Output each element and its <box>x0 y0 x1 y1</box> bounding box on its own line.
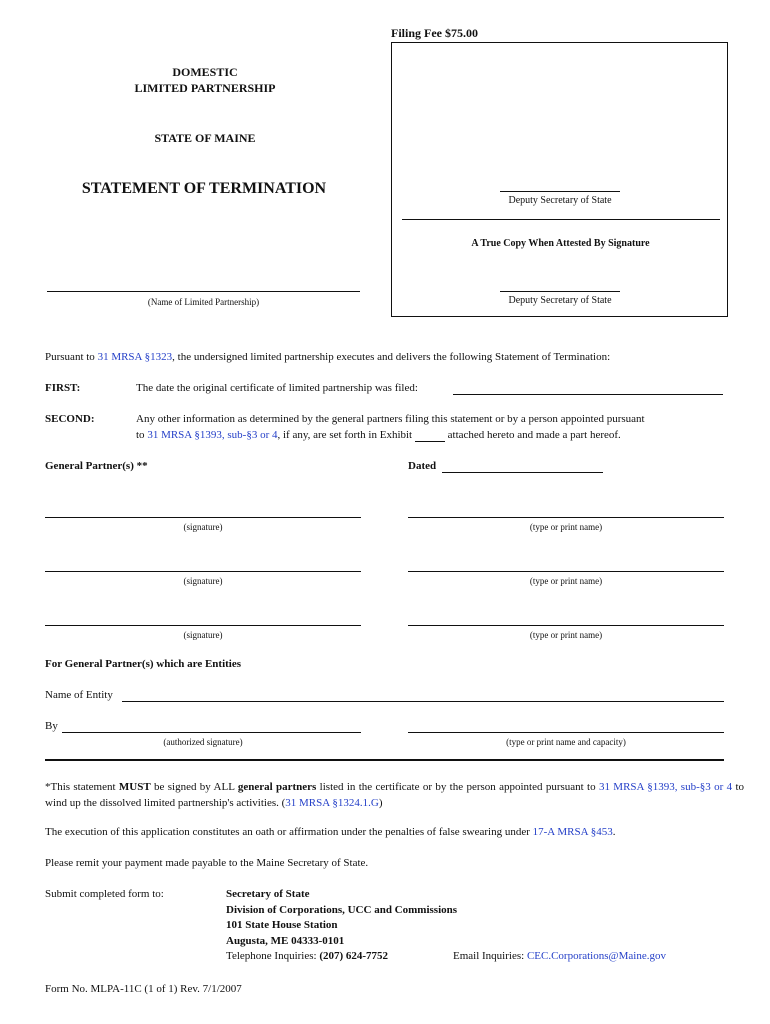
partner-signature-line-3[interactable] <box>45 625 361 626</box>
authorized-signature-line[interactable] <box>62 732 361 733</box>
intro-statute-link[interactable]: 31 MRSA §1323 <box>97 351 173 363</box>
signature-caption-3: (signature) <box>183 630 223 640</box>
exhibit-field[interactable] <box>415 429 445 442</box>
intro-text-pre: Pursuant to <box>45 351 98 363</box>
dated-label: Dated <box>408 460 437 472</box>
authorized-signature-caption: (authorized signature) <box>163 737 243 747</box>
capacity-caption: (type or print name and capacity) <box>506 737 626 747</box>
form-number: Form No. MLPA-11C (1 of 1) Rev. 7/1/2007 <box>45 983 242 995</box>
note-must: MUST <box>118 781 151 793</box>
partner-print-name-line-2[interactable] <box>408 571 724 572</box>
capacity-line[interactable] <box>408 732 724 733</box>
oath-text-post: . <box>612 826 616 838</box>
email-inquiries <box>453 950 666 962</box>
second-text-post: attached hereto and made a part hereof. <box>444 429 621 441</box>
intro-paragraph <box>45 351 735 363</box>
note-text-4: to wind up the dissolved limited partnership's activities. ( <box>45 781 745 809</box>
page-title: STATEMENT OF TERMINATION <box>81 180 327 197</box>
intro-text-post: , the undersigned limited partnership executes and delivers the following Statement of Termination: <box>172 351 611 363</box>
limited-partnership-label: LIMITED PARTNERSHIP <box>134 81 276 95</box>
clerk-box <box>391 42 728 317</box>
note-general-partners: general partners <box>237 781 317 793</box>
oath-paragraph <box>45 826 735 838</box>
entities-heading: For General Partner(s) which are Entities <box>45 658 242 670</box>
signature-caption-1: (signature) <box>183 522 223 532</box>
note-text-2: be signed by ALL <box>150 781 238 793</box>
signature-note <box>45 779 744 811</box>
signature-caption-2: (signature) <box>183 576 223 586</box>
note-text-5: ) <box>378 797 383 809</box>
deputy-signature-line-1 <box>500 191 620 192</box>
second-label: SECOND: <box>45 413 95 425</box>
section-divider <box>45 759 724 761</box>
oath-statute-link[interactable]: 17-A MRSA §453 <box>532 826 613 838</box>
email-label: Email Inquiries: <box>453 950 527 962</box>
deputy-caption-2: Deputy Secretary of State <box>508 295 612 306</box>
address-line-1: Secretary of State <box>226 888 310 900</box>
address-line-2: Division of Corporations, UCC and Commissions <box>226 904 458 916</box>
second-text-line1: Any other information as determined by the general partners filing this statement or by a person appointed pursuant <box>136 413 645 425</box>
partner-print-name-line-1[interactable] <box>408 517 724 518</box>
clerk-divider <box>402 219 720 220</box>
submit-label: Submit completed form to: <box>45 888 164 900</box>
partner-print-name-line-3[interactable] <box>408 625 724 626</box>
email-link[interactable]: CEC.Corporations@Maine.gov <box>526 950 667 962</box>
second-text-mid: , if any, are set forth in Exhibit <box>277 429 415 441</box>
state-label: STATE OF MAINE <box>154 131 256 145</box>
note-statute-link-1[interactable]: 31 MRSA <box>598 781 644 793</box>
second-statute-link[interactable]: 31 MRSA §1393, sub-§3 or 4 <box>147 429 278 441</box>
print-caption-2: (type or print name) <box>529 576 603 586</box>
first-label: FIRST: <box>45 382 81 394</box>
partner-signature-line-1[interactable] <box>45 517 361 518</box>
print-caption-1: (type or print name) <box>529 522 603 532</box>
entity-name-field[interactable] <box>122 701 724 702</box>
partnership-name-line[interactable] <box>47 291 360 292</box>
address-line-4: Augusta, ME 04333-0101 <box>226 935 345 947</box>
second-text-line2 <box>136 429 621 442</box>
second-text-pre: to <box>136 429 148 441</box>
telephone-number: (207) 624-7752 <box>319 950 389 962</box>
note-statute-link-2[interactable]: §1393, sub-§3 or 4 <box>647 781 733 793</box>
filing-fee: Filing Fee $75.00 <box>391 26 478 40</box>
deputy-caption-1: Deputy Secretary of State <box>508 195 612 206</box>
partner-signature-line-2[interactable] <box>45 571 361 572</box>
telephone-label: Telephone Inquiries: <box>226 950 320 962</box>
note-statute-link-3[interactable]: 31 MRSA §1324.1.G <box>285 797 379 809</box>
true-copy-label: A True Copy When Attested By Signature <box>471 238 650 249</box>
deputy-signature-line-2 <box>500 291 620 292</box>
note-text-1: *This statement <box>45 781 119 793</box>
dated-field[interactable] <box>442 472 603 473</box>
general-partners-heading: General Partner(s) ** <box>45 460 148 472</box>
print-caption-3: (type or print name) <box>529 630 603 640</box>
telephone-inquiries <box>226 950 388 962</box>
first-text: The date the original certificate of limited partnership was filed: <box>136 382 418 394</box>
filing-date-field[interactable] <box>453 394 723 395</box>
oath-text-pre: The execution of this application constitutes an oath or affirmation under the penalties of false swearing under <box>45 826 533 838</box>
note-text-3: listed in the certificate or by the person appointed pursuant to <box>316 781 599 793</box>
by-label: By <box>45 720 58 732</box>
entity-name-label: Name of Entity <box>45 689 113 701</box>
address-line-3: 101 State House Station <box>226 919 338 931</box>
domestic-label: DOMESTIC <box>172 65 238 79</box>
partnership-name-caption: (Name of Limited Partnership) <box>147 297 260 307</box>
remit-note: Please remit your payment made payable to the Maine Secretary of State. <box>45 857 369 869</box>
